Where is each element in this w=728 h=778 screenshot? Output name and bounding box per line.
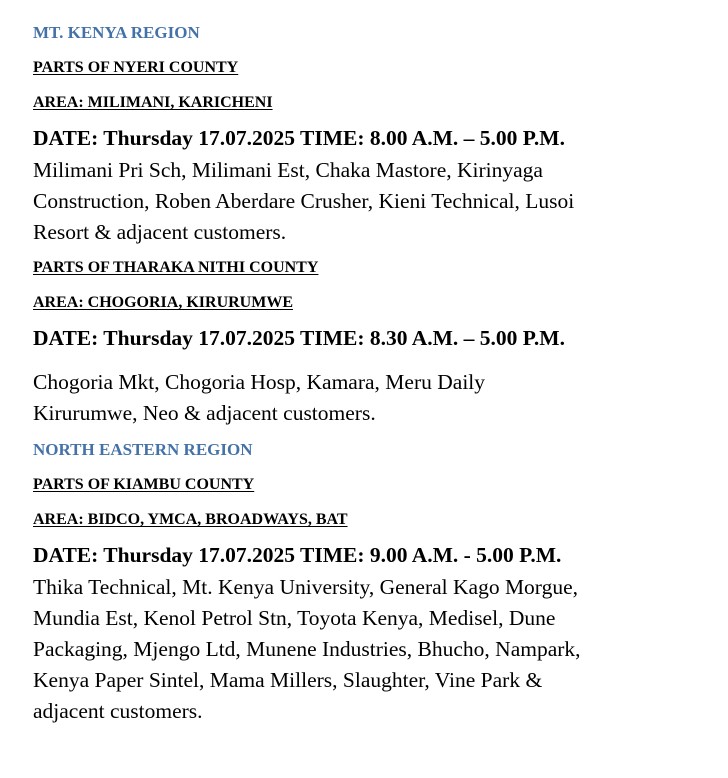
affected-areas-line: adjacent customers. <box>33 699 203 723</box>
affected-areas-line: Milimani Pri Sch, Milimani Est, Chaka Mastore, Kirinyaga <box>33 158 543 182</box>
date-time-tharaka-nithi: DATE: Thursday 17.07.2025 TIME: 8.30 A.M. – 5.00 P.M. <box>33 326 565 350</box>
affected-areas-tharaka-nithi <box>33 367 708 429</box>
county-heading-kiambu: PARTS OF KIAMBU COUNTY <box>33 476 255 493</box>
affected-areas-line: Mundia Est, Kenol Petrol Stn, Toyota Kenya, Medisel, Dune <box>33 606 556 630</box>
date-time-nyeri: DATE: Thursday 17.07.2025 TIME: 8.00 A.M. – 5.00 P.M. <box>33 126 565 150</box>
area-heading-bidco: AREA: BIDCO, YMCA, BROADWAYS, BAT <box>33 511 348 528</box>
affected-areas-line: Kenya Paper Sintel, Mama Millers, Slaughter, Vine Park & <box>33 668 543 692</box>
area-heading-chogoria: AREA: CHOGORIA, KIRURUMWE <box>33 294 293 311</box>
date-time-kiambu: DATE: Thursday 17.07.2025 TIME: 9.00 A.M. - 5.00 P.M. <box>33 543 562 567</box>
affected-areas-line: Chogoria Mkt, Chogoria Hosp, Kamara, Meru Daily <box>33 370 486 394</box>
region-heading-mt-kenya: MT. KENYA REGION <box>33 23 200 42</box>
county-heading-tharaka-nithi: PARTS OF THARAKA NITHI COUNTY <box>33 259 319 276</box>
region-heading-north-eastern: NORTH EASTERN REGION <box>33 440 253 459</box>
affected-areas-kiambu <box>33 572 708 727</box>
county-heading-nyeri: PARTS OF NYERI COUNTY <box>33 59 239 76</box>
affected-areas-line: Packaging, Mjengo Ltd, Munene Industries, Bhucho, Nampark, <box>33 637 581 661</box>
affected-areas-line: Resort & adjacent customers. <box>33 220 287 244</box>
affected-areas-line: Thika Technical, Mt. Kenya University, General Kago Morgue, <box>33 575 578 599</box>
affected-areas-line: Construction, Roben Aberdare Crusher, Kieni Technical, Lusoi <box>33 189 575 213</box>
area-heading-milimani: AREA: MILIMANI, KARICHENI <box>33 94 273 111</box>
affected-areas-line: Kirurumwe, Neo & adjacent customers. <box>33 401 376 425</box>
affected-areas-nyeri <box>33 155 708 248</box>
